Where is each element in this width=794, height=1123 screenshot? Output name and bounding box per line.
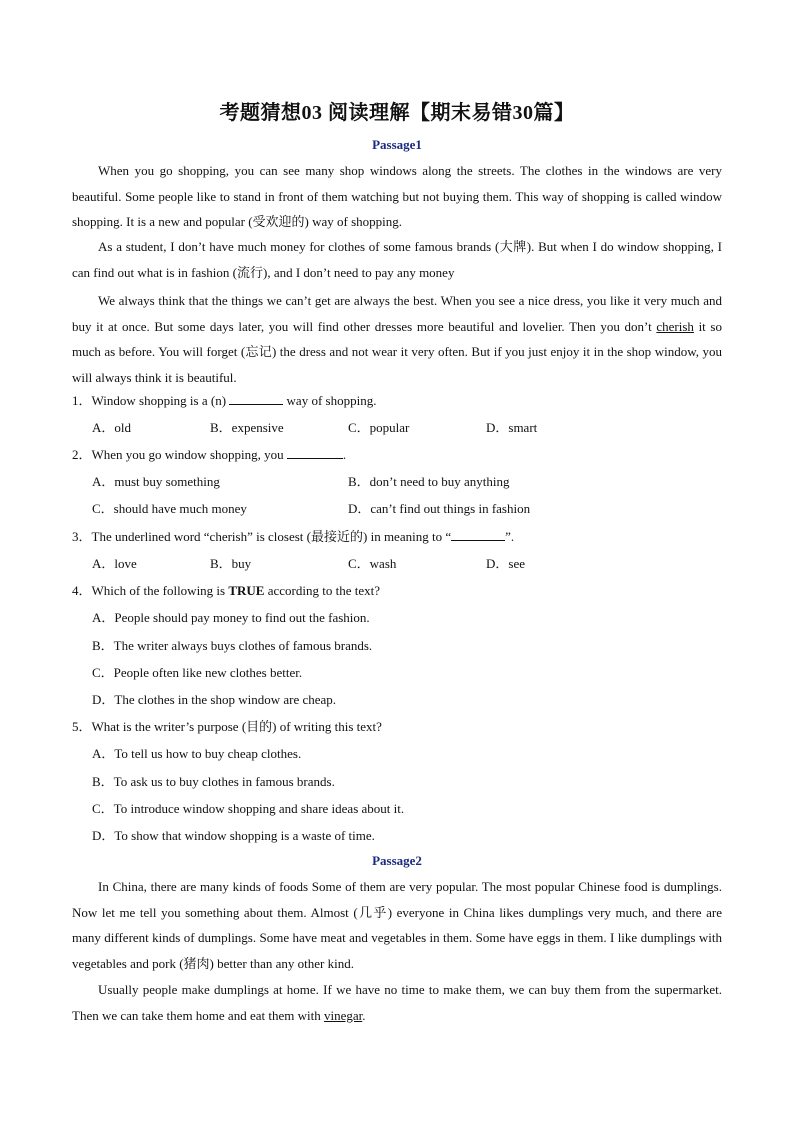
question-5: 5．What is the writer’s purpose (目的) of writing this text? (72, 719, 382, 734)
passage2-paragraph-1: In China, there are many kinds of foods Some of them are very popular. The most popular Chinese food is dumplings. Now let me tell you something about them. Almost (几乎) everyone in China likes dumplings very much, and there are many different kinds of dumplings. Some have meat and vegetables in them. Some have eggs in them. I like dumplings with vegetables and pork (猪肉) better than any other kind. (72, 879, 722, 971)
passage2-label: Passage2 (372, 853, 422, 868)
q3-option-a: A．love (92, 556, 137, 571)
passage1-paragraph-1: When you go shopping, you can see many shop windows along the streets. The clothes in the windows are very beautiful. Some people like to stand in front of them watching but not buying them. This way of shopping is called window shopping. It is a new and popular (受欢迎的) way of shopping. (72, 163, 722, 229)
q2-option-d: D．can’t find out things in fashion (348, 501, 531, 516)
question-2: 2．When you go window shopping, you . (72, 447, 347, 462)
underlined-word-cherish: cherish (656, 318, 694, 334)
q3-option-c: C．wash (348, 556, 397, 571)
q4-option-a: A．People should pay money to find out the fashion. (92, 610, 370, 625)
q5-option-d: D．To show that window shopping is a waste of time. (92, 828, 375, 843)
q3-option-b: B．buy (210, 556, 252, 571)
passage1-paragraph-3: We always think that the things we can’t get are always the best. When you see a nice dress, you like it very much and buy it at once. But some days later, you will find other dresses more beautiful and lovelier. Then you don’t cherish it so much as before. You will forget (忘记) the dress and not wear it very often. But if you just enjoy it in the shop window, you will always think it is beautiful. (72, 293, 722, 385)
q1-option-a: A．old (92, 420, 132, 435)
q2-option-a: A．must buy something (92, 474, 220, 489)
question-3: 3．The underlined word “cherish” is closest (最接近的) in meaning to “ ”. (72, 529, 515, 544)
q5-option-b: B．To ask us to buy clothes in famous brands. (92, 774, 335, 789)
q3-option-d: D．see (486, 556, 525, 571)
answer-blank (287, 446, 343, 459)
passage1-paragraph-2: As a student, I don’t have much money for clothes of some famous brands (大牌). But when I do window shopping, I can find out what is in fashion (流行), and I don’t need to pay any money (72, 239, 722, 280)
q4-option-c: C．People often like new clothes better. (92, 665, 303, 680)
answer-blank (229, 392, 283, 405)
page-title: 考题猜想03 阅读理解【期末易错30篇】 (219, 102, 575, 124)
passage1-label: Passage1 (372, 137, 422, 152)
q4-option-d: D．The clothes in the shop window are cheap. (92, 692, 337, 707)
question-4: 4．Which of the following is TRUE according to the text? (72, 583, 380, 598)
q5-option-c: C．To introduce window shopping and share ideas about it. (92, 801, 405, 816)
q2-option-c: C．should have much money (92, 501, 247, 516)
question-1: 1．Window shopping is a (n) way of shopping. (72, 393, 377, 408)
underlined-word-vinegar: vinegar (323, 1007, 363, 1023)
q1-option-d: D．smart (486, 420, 538, 435)
q5-option-a: A．To tell us how to buy cheap clothes. (92, 746, 302, 761)
q2-option-b: B．don’t need to buy anything (348, 474, 510, 489)
q4-option-b: B．The writer always buys clothes of famous brands. (92, 638, 373, 653)
answer-blank (451, 528, 505, 541)
q1-option-b: B．expensive (210, 420, 284, 435)
q1-option-c: C．popular (348, 420, 410, 435)
passage2-paragraph-2: Usually people make dumplings at home. If we have no time to make them, we can buy them from the supermarket. Then we can take them home and eat them with vinegar. (72, 982, 722, 1023)
